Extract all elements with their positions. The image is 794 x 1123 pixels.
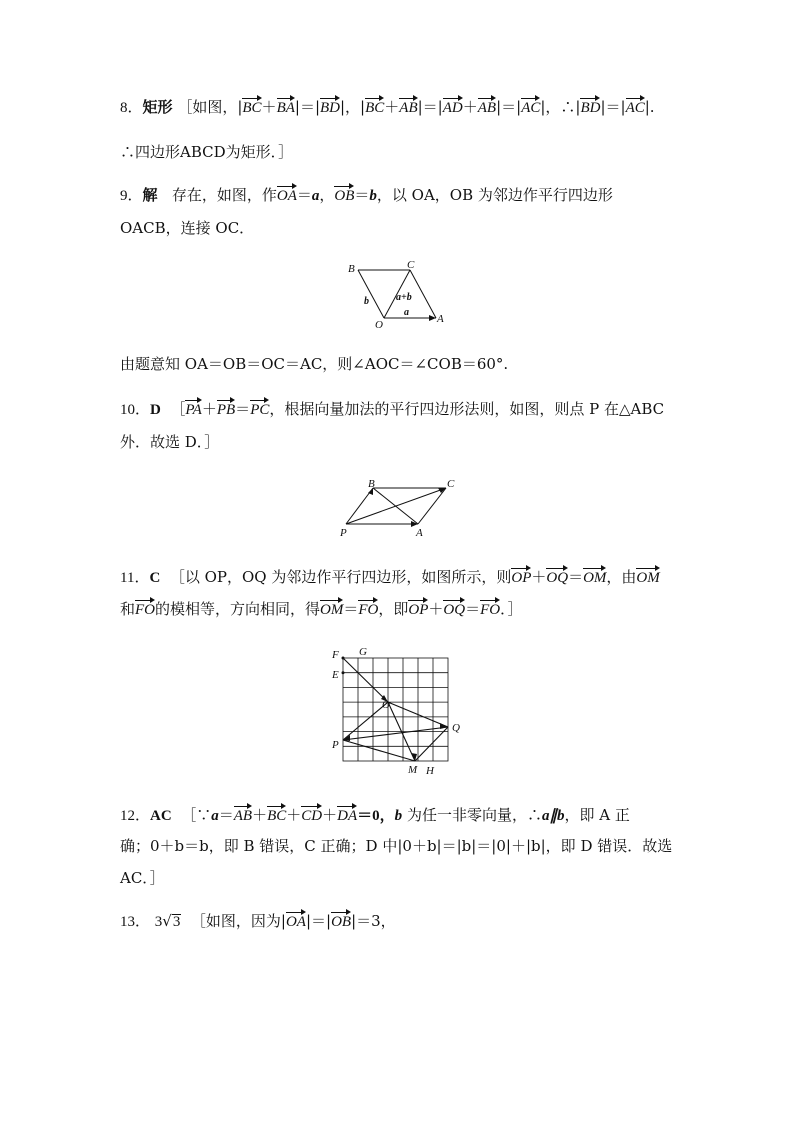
vector-FO-2: FO bbox=[358, 598, 378, 618]
text: ＝ bbox=[465, 600, 481, 618]
text: |＝| bbox=[417, 98, 443, 116]
text: ＝ bbox=[235, 400, 251, 418]
vector-a: a bbox=[211, 808, 219, 824]
vector-BC: BC bbox=[267, 804, 286, 824]
vector-AB: AB bbox=[399, 96, 417, 116]
figure-parallelogram-PBCA bbox=[338, 478, 462, 540]
item-number: 13． bbox=[120, 914, 151, 930]
text: 的模相等，方向相同，得 bbox=[155, 600, 321, 618]
vector-BC: BC bbox=[242, 96, 261, 116]
label-M: M bbox=[408, 764, 418, 776]
text: ［∵ bbox=[181, 806, 212, 824]
text: 和 bbox=[120, 600, 136, 618]
item12-line1 bbox=[120, 804, 630, 826]
item8-line1 bbox=[120, 96, 655, 118]
item-number: 8． bbox=[120, 100, 143, 116]
text: |. bbox=[644, 98, 655, 116]
vector-OM-3: OM bbox=[320, 598, 343, 618]
label-P: P bbox=[340, 527, 347, 539]
label-A: A bbox=[437, 313, 444, 325]
vector-BD: BD bbox=[320, 96, 340, 116]
answer-coefficient: 3 bbox=[154, 914, 163, 930]
vector-OM-2: OM bbox=[636, 566, 659, 586]
text: ，即 bbox=[378, 600, 409, 618]
text: ［以 OP，OQ 为邻边作平行四边形，如图所示，则 bbox=[169, 568, 512, 586]
text: |＝| bbox=[600, 98, 626, 116]
text: ［如图，因为| bbox=[190, 912, 286, 930]
text: ，以 OA，OB 为邻边作平行四边形 bbox=[376, 186, 613, 204]
label-a: a bbox=[404, 307, 409, 318]
answer: 解 bbox=[142, 188, 158, 204]
item9-line2: OACB，连接 OC． bbox=[120, 219, 255, 237]
text: |＝3， bbox=[351, 912, 396, 930]
item11-line2 bbox=[120, 598, 523, 619]
text: ．］ bbox=[500, 600, 523, 618]
label-a-plus-b: a+b bbox=[396, 292, 412, 303]
text: ＝ bbox=[568, 568, 584, 586]
label-F: F bbox=[332, 649, 339, 661]
label-C: C bbox=[407, 259, 415, 271]
text: ，根据向量加法的平行四边形法则，如图，则点 P 在△ABC bbox=[269, 400, 665, 418]
label-A: A bbox=[416, 527, 423, 539]
text: a∥b bbox=[541, 808, 565, 824]
vector-PB: PB bbox=[217, 398, 235, 418]
text: ＝ bbox=[354, 186, 370, 204]
label-H: H bbox=[426, 765, 434, 777]
vector-BA: BA bbox=[277, 96, 295, 116]
text: |＝| bbox=[496, 98, 522, 116]
text: ＝ bbox=[296, 186, 312, 204]
vector-PC: PC bbox=[250, 398, 269, 418]
sqrt-icon: √ bbox=[162, 912, 172, 930]
plus: ＋ bbox=[384, 98, 400, 116]
text: 存在，如图，作 bbox=[171, 186, 277, 204]
plus: ＋ bbox=[201, 400, 217, 418]
vector-AC: AC bbox=[521, 96, 540, 116]
label-B: B bbox=[368, 478, 375, 490]
item-number: 9． bbox=[120, 188, 143, 204]
item9-line3: 由题意知 OA＝OB＝OC＝AC，则∠AOC＝∠COB＝60°. bbox=[120, 355, 509, 373]
figure-grid-vectors bbox=[326, 644, 466, 778]
label-C: C bbox=[447, 478, 455, 490]
answer-radicand: 3 bbox=[172, 914, 181, 930]
vector-OP: OP bbox=[511, 566, 531, 586]
item12-line3: AC．］ bbox=[120, 869, 165, 887]
text: |＝| bbox=[294, 98, 320, 116]
text: ＝0， bbox=[357, 808, 395, 824]
vector-AB: AB bbox=[234, 804, 252, 824]
vector-OB: OB bbox=[331, 910, 351, 930]
text: ＝ bbox=[218, 806, 234, 824]
vector-AC-2: AC bbox=[626, 96, 645, 116]
vector-a: a bbox=[311, 188, 320, 204]
vector-AD: AD bbox=[443, 96, 463, 116]
answer: C bbox=[149, 570, 161, 586]
item9-line1 bbox=[120, 184, 613, 206]
label-P: P bbox=[332, 739, 339, 751]
vector-BD-2: BD bbox=[580, 96, 600, 116]
plus: ＋ bbox=[322, 806, 338, 824]
text: ，由 bbox=[606, 568, 637, 586]
plus: ＋ bbox=[252, 806, 268, 824]
label-B: B bbox=[348, 263, 355, 275]
vector-b: b bbox=[369, 188, 377, 204]
item10-line1 bbox=[120, 398, 664, 420]
vector-PA: PA bbox=[185, 398, 201, 418]
text: |，∴| bbox=[540, 98, 581, 116]
item8-line2: ∴四边形ABCD为矩形．］ bbox=[120, 143, 294, 161]
vector-OQ: OQ bbox=[546, 566, 568, 586]
item-number: 10． bbox=[120, 402, 151, 418]
text: ＝ bbox=[343, 600, 359, 618]
text: ［ bbox=[170, 400, 186, 418]
label-G: G bbox=[359, 646, 367, 658]
vector-BC-2: BC bbox=[365, 96, 384, 116]
plus: ＋ bbox=[261, 98, 277, 116]
vector-OM: OM bbox=[583, 566, 606, 586]
answer: 矩形 bbox=[142, 100, 173, 116]
label-Q: Q bbox=[452, 722, 460, 734]
answer: D bbox=[150, 402, 161, 418]
text: ， bbox=[319, 186, 335, 204]
item12-line2: 确；0＋b＝b，即 B 错误，C 正确；D 中|0＋b|＝|b|＝|0|＋|b|，即 D 错误．故选 bbox=[120, 837, 673, 855]
vector-OQ-2: OQ bbox=[443, 598, 465, 618]
item13-line1 bbox=[120, 910, 396, 932]
vector-OB: OB bbox=[334, 184, 354, 204]
label-O: O bbox=[382, 699, 390, 711]
plus: ＋ bbox=[428, 600, 444, 618]
figure-parallelogram-OACB bbox=[340, 258, 450, 330]
vector-OA: OA bbox=[277, 184, 297, 204]
label-E: E bbox=[332, 669, 339, 681]
vector-OP-2: OP bbox=[408, 598, 428, 618]
item-number: 11． bbox=[120, 570, 150, 586]
answer: AC bbox=[150, 808, 172, 824]
text: ，即 A 正 bbox=[564, 806, 630, 824]
plus: ＋ bbox=[286, 806, 302, 824]
item-number: 12． bbox=[120, 808, 151, 824]
label-O: O bbox=[375, 319, 383, 331]
vector-CD: CD bbox=[301, 804, 322, 824]
label-b: b bbox=[364, 296, 369, 307]
vector-FO: FO bbox=[135, 598, 155, 618]
plus: ＋ bbox=[462, 98, 478, 116]
item11-line1 bbox=[120, 566, 660, 588]
text: |＝| bbox=[305, 912, 332, 930]
text: |，| bbox=[340, 98, 366, 116]
text: 为任一非零向量，∴ bbox=[406, 806, 542, 824]
item10-line2: 外．故选 D．］ bbox=[120, 433, 220, 451]
vector-AB-2: AB bbox=[478, 96, 496, 116]
text: ［如图，| bbox=[177, 98, 243, 116]
vector-FO-3: FO bbox=[480, 598, 500, 618]
vector-b: b bbox=[394, 808, 403, 824]
vector-DA: DA bbox=[337, 804, 357, 824]
vector-OA: OA bbox=[286, 910, 306, 930]
plus: ＋ bbox=[531, 568, 547, 586]
